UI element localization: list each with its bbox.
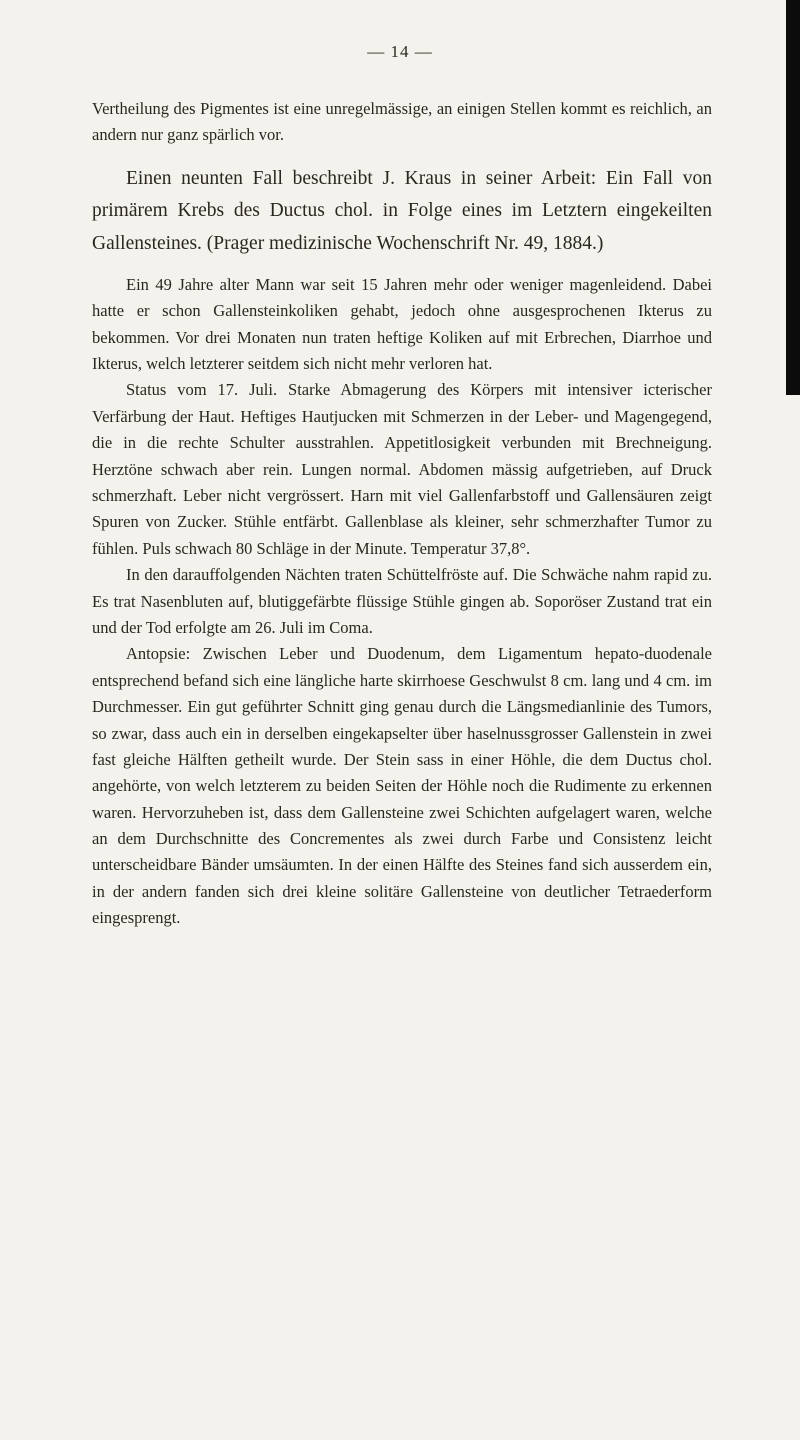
paragraph-continuation: Vertheilung des Pigmentes ist eine unregelmässige, an einigen Stellen kommt es reichlich, an andern nur ganz spärlich vor.: [92, 99, 712, 145]
paragraph-autopsy: Antopsie: Zwischen Leber und Duodenum, dem Ligamentum hepato-duodenale entsprechend befand sich eine längliche harte skirrhoese Geschwulst 8 cm. lang und 4 cm. im Durchmesser. Ein gut geführter Schnitt ging genau durch die Längsmedianlinie des Tumors, so zwar, dass auch ein in derselben eingekapselter über haselnussgrosser Gallenstein in zwei fast gleiche Hälften getheilt wurde. Der Stein sass in einer Höhle, die dem Ductus chol. angehörte, von welch letzterem zu beiden Seiten der Höhle noch die Rudimente zu erkennen waren. Hervorzuheben ist, dass dem Gallensteine zwei Schichten aufgelagert waren, welche an dem Durchschnitte des Concrementes als zwei durch Farbe und Consistenz leicht unterscheidbare Bänder umsäumten. In der einen Hälfte des Steines fand sich ausserdem ein, in der andern fanden sich drei kleine solitäre Gallensteine von deutlicher Tetraederform eingesprengt.: [92, 644, 712, 928]
paragraph-course: In den darauffolgenden Nächten traten Schüttelfröste auf. Die Schwäche nahm rapid zu. Es trat Nasenbluten auf, blutiggefärbte flüssige Stühle gingen ab. Soporöser Zustand trat ein und der Tod erfolgte am 26. Juli im Coma.: [92, 565, 712, 637]
text-block: [92, 96, 712, 932]
paragraph-status: Status vom 17. Juli. Starke Abmagerung des Körpers mit intensiver icterischer Verfärbung der Haut. Heftiges Hautjucken mit Schmerzen in der Leber- und Magengegend, die in die rechte Schulter ausstrahlen. Appetitlosigkeit verbunden mit Brechneigung. Herztöne schwach aber rein. Lungen normal. Abdomen mässig aufgetrieben, auf Druck schmerzhaft. Leber nicht vergrössert. Harn mit viel Gallenfarbstoff und Gallensäuren zeigt Spuren von Zucker. Stühle entfärbt. Gallenblase als kleiner, sehr schmerzhafter Tumor zu fühlen. Puls schwach 80 Schläge in der Minute. Temperatur 37,8°.: [92, 380, 712, 558]
page-number: — 14 —: [367, 42, 433, 61]
paragraph-anamnesis: Ein 49 Jahre alter Mann war seit 15 Jahren mehr oder weniger magenleidend. Dabei hatte er schon Gallensteinkoliken gehabt, jedoch ohne ausgesprochenen Ikterus zu bekommen. Vor drei Monaten nun traten heftige Koliken auf mit Erbrechen, Diarrhoe und Ikterus, welch letzterer seitdem sich nicht mehr verloren hat.: [92, 274, 712, 374]
paragraph-case-introduction: Einen neunten Fall beschreibt J. Kraus in seiner Arbeit: Ein Fall von primärem Krebs des Ductus chol. in Folge eines im Letztern eingekeilten Gallensteines. (Prager medizinische Wochenschrift Nr. 49, 1884.): [92, 167, 712, 254]
